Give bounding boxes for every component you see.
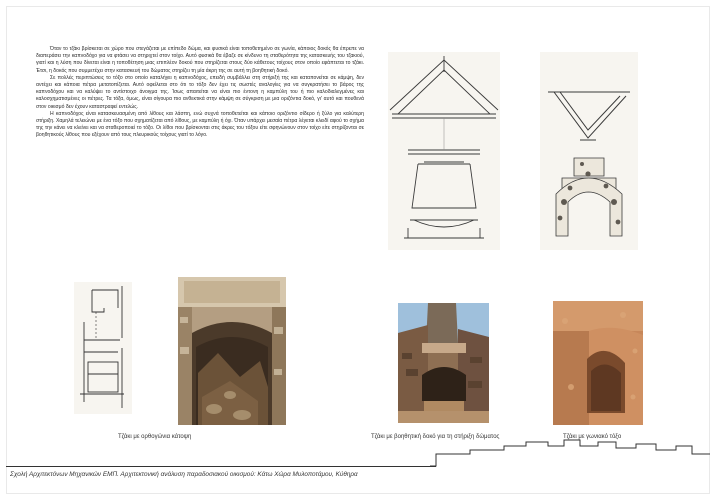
caption-middle: Τζάκι με βοηθητική δοκό για τη στήριξη δώματος	[371, 434, 500, 440]
caption-left: Τζάκι με ορθογώνια κάτοψη	[118, 434, 192, 440]
photo-corner-arch-fireplace	[553, 301, 643, 425]
caption-right: Τζάκι με γωνιακό τόξο	[563, 434, 622, 440]
body-text	[36, 46, 364, 140]
photo-rectangular-fireplace	[178, 277, 286, 425]
skyline-silhouette	[430, 436, 710, 468]
sketch-roof-section	[388, 52, 500, 250]
paragraph-1: Όταν το τζάκι βρίσκεται σε χώρο που στεγάζεται με επίπεδο δώμα, και φυσικά είναι τοποθετημένο σε γωνία, κάποιος δοκός θα έπρεπε να διαπεράσει την καπνοδόχο για να φτάσει να στηριχτεί στον τοίχο. Αυτό φυσικά θα έβαζε σε κίνδυνο τη σταθερότητα της κατασκευής του τζακιού, γιατί και η λύση που δίνεται είναι η τοποθέτηση μιας επιπλέον δοκού που στηρίζεται στους δύο κάθετους τοίχους στον οποίο εφάπτεται το τζάκι. Έτσι, η δοκός που συμμετέχει στην κατασκευή του δώματος στηρίζει τη μία άκρη της σε αυτή τη βοηθητική δοκό.	[36, 46, 364, 74]
sketch-plan-elevation	[74, 282, 132, 414]
footer-rule	[6, 466, 436, 467]
photo-beam-fireplace	[398, 303, 489, 423]
paragraph-2: Σε πολλές περιπτώσεις το τόξο στο οποίο καταλήγει η καπνοδόχος, επειδή συμβάλλει στη στήριξή της και καταπονείται σε κάμψη, δεν αντέχει και κάποια πέτρα μετατοπίζεται. Αυτό οφείλεται στο ότι το τόξο δεν έχει τις σωστές αναλογίες για να συγκρατήσει το βάρος της καπνοδόχου και να καλύψει το αντίστοιχο άνοιγμα της. Ίσως απαιτείται να είναι πιο έντονη η καμπύλη του ή πιο καλοδιαλεγμένες και καλοσχηματισμένες οι πέτρες. Τα τόξα, όμως, είναι σίγουρα πιο ανθεκτικά στην κάμψη σε σύγκριση με μια οριζόντια δοκό, γι' αυτό και πουθενά στον οικισμό δεν έχουν καταστραφεί εντελώς.	[36, 74, 364, 110]
sketch-arch-detail	[540, 52, 638, 250]
paragraph-3: Η καπνοδόχος είναι κατασκευασμένη από λίθους και λάσπη, ενώ συχνά τοποθετείται και κάποιο οριζόντιο σίδερο ή ξύλο για καλύτερη στήριξη. Χαμηλά τελειώνει με ένα τόξο που σχηματίζεται από λίθους, με καμπύλη ή όχι. Όταν υπάρχει μεσαία πέτρα λέγεται κλειδί αφού το σχήμα της την κάνει να κλείνει και να σταθεροποιεί το τόξο. Οι λίθοι που βρίσκονται στις άκρες του τόξου είτε σφηνώνουν στον τοίχο είτε στηρίζονται σε βοηθητικούς λίθους που εξέχουν από τους πλευρικούς τοίχους γιατί το λόγο.	[36, 110, 364, 139]
footer-credit: Σχολή Αρχιτεκτόνων Μηχανικών ΕΜΠ. Αρχιτεκτονική ανάλυση παραδοσιακού οικισμού: Κάτω Χώρα Μυλοποτάμου, Κύθηρα	[10, 471, 358, 478]
